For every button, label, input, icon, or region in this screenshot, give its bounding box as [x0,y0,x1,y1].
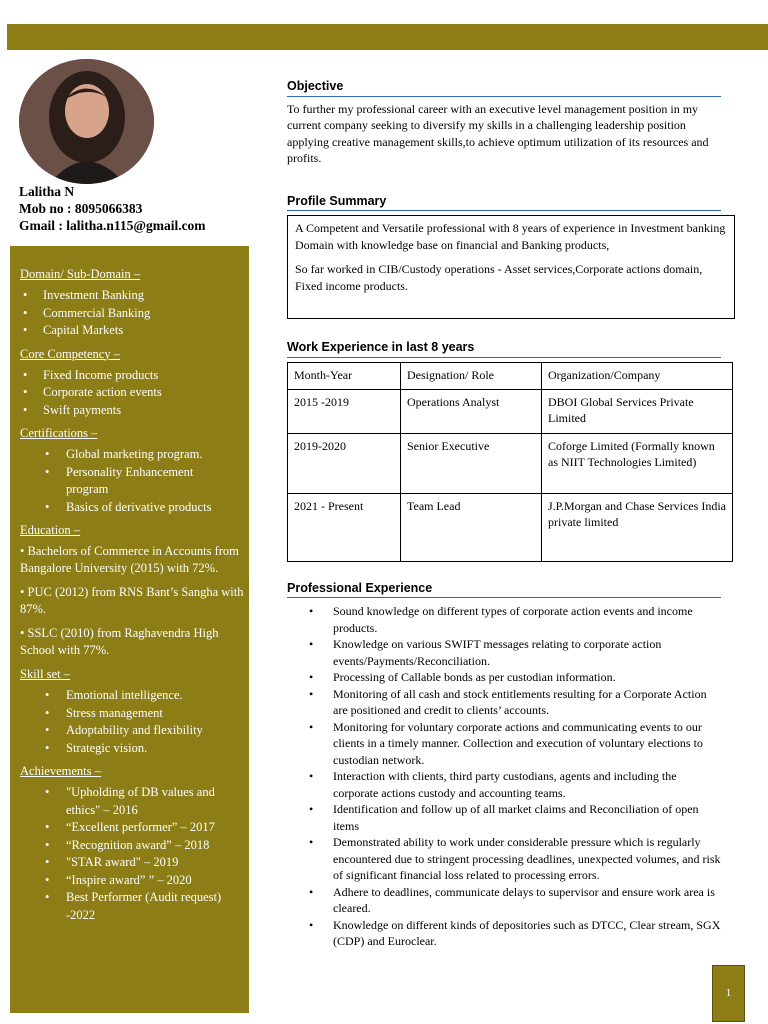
list-item: • Global marketing program. [20,446,246,464]
sidebar [10,246,249,1013]
table-cell: 2019-2020 [288,433,401,493]
list-item: • Personality Enhancement program [20,464,216,499]
list-item: • "Upholding of DB values and ethics" – 2016 [20,784,236,819]
list-item: • Processing of Callable bonds as per custodian information. [287,669,723,686]
table-row [288,433,733,493]
skill-set-heading: Skill set – [20,667,71,681]
list-item: • "STAR award" – 2019 [20,854,246,872]
header-bar [7,24,768,50]
education-item: • SSLC (2010) from Raghavendra High School with 77%. [20,626,219,657]
list-item: • Swift payments [20,402,246,420]
core-competency-list [20,367,246,420]
table-header-cell: Organization/Company [542,362,733,389]
list-item: • Knowledge on various SWIFT messages relating to corporate action events/Payments/Reconciliation. [287,636,723,669]
table-header-cell: Month-Year [288,362,401,389]
skill-set-list [20,687,246,757]
work-experience-heading: Work Experience in last 8 years [287,339,721,358]
list-item: • Adhere to deadlines, communicate delays to supervisor and ensure work area is cleared. [287,884,723,917]
profile-photo [19,59,154,184]
list-item: • Corporate action events [20,384,246,402]
list-item: • “Inspire award” ” – 2020 [20,872,246,890]
table-cell: Senior Executive [401,433,542,493]
list-item: • Demonstrated ability to work under considerable pressure which is regularly encountered due to stringent processing deadlines, unexpected volumes, and risk of significant financial loss related to processing errors. [287,834,723,884]
core-competency-heading: Core Competency – [20,346,120,361]
list-item: • Strategic vision. [20,740,246,758]
list-item: • Monitoring for voluntary corporate actions and communicating events to our clients in a timely manner. Collection and execution of voluntary elections to custodian network. [287,719,723,769]
list-item: • Identification and follow up of all market claims and Reconciliation of open items [287,801,723,834]
page-number-box [712,965,745,1022]
professional-experience-list [287,603,735,950]
profile-summary-box [287,215,735,319]
profile-summary-paragraph: A Competent and Versatile professional with 8 years of experience in Investment banking Domain with knowledge base on financial and Banking products, [295,221,726,252]
list-item: • Interaction with clients, third party custodians, agents and including the corporate actions custody and accounting teams. [287,768,723,801]
list-item: • Monitoring of all cash and stock entitlements resulting for a Corporate Action are positioned and credit to clients’ accounts. [287,686,723,719]
list-item: • Commercial Banking [20,305,246,323]
page-number: 1 [725,987,732,999]
table-row [288,493,733,561]
table-cell: Coforge Limited (Formally known as NIIT Technologies Limited) [542,433,733,493]
domain-list [20,287,246,340]
objective-heading: Objective [287,78,721,97]
list-item: • Sound knowledge on different types of corporate action events and income products. [287,603,723,636]
list-item: • Capital Markets [20,322,246,340]
education-item: • PUC (2012) from RNS Bant’s Sangha with 87%. [20,585,244,616]
table-cell: Operations Analyst [401,389,542,433]
work-experience-table [287,362,733,562]
main-content [287,78,735,950]
profile-photo-graphic [19,59,154,184]
contact-block [19,183,206,234]
table-cell: J.P.Morgan and Chase Services India private limited [542,493,733,561]
list-item: • “Excellent performer” – 2017 [20,819,246,837]
list-item: • Emotional intelligence. [20,687,246,705]
list-item: • Fixed Income products [20,367,246,385]
list-item: • Investment Banking [20,287,246,305]
profile-summary-paragraph: So far worked in CIB/Custody operations - Asset services,Corporate actions domain, Fixed income products. [295,262,703,293]
domain-heading: Domain/ Sub-Domain – [20,267,141,281]
list-item: • Adoptability and flexibility [20,722,246,740]
achievements-heading: Achievements – [20,764,101,778]
table-cell: 2015 -2019 [288,389,401,433]
certifications-list [20,446,246,516]
profile-summary-heading: Profile Summary [287,193,721,212]
table-cell: 2021 - Present [288,493,401,561]
candidate-name: Lalitha N [19,184,75,199]
education-heading: Education – [20,523,81,537]
list-item: • Best Performer (Audit request) -2022 [20,889,236,924]
education-item: • Bachelors of Commerce in Accounts from Bangalore University (2015) with 72%. [20,544,239,575]
certifications-heading: Certifications – [20,426,98,440]
mobile-number: Mob no : 8095066383 [19,201,143,216]
achievements-list [20,784,246,924]
table-header-row [288,362,733,389]
professional-experience-heading: Professional Experience [287,580,721,599]
list-item: • Basics of derivative products [20,499,246,517]
email-address: Gmail : lalitha.n115@gmail.com [19,218,206,233]
table-cell: Team Lead [401,493,542,561]
table-header-cell: Designation/ Role [401,362,542,389]
table-cell: DBOI Global Services Private Limited [542,389,733,433]
list-item: • Knowledge on different kinds of depositories such as DTCC, Clear stream, SGX (CDP) and Euroclear. [287,917,723,950]
list-item: • Stress management [20,705,246,723]
list-item: • “Recognition award” – 2018 [20,837,246,855]
objective-text: To further my professional career with an executive level management position in my current company seeking to diversify my skills in a challenging leadership position applying creative management skills,to achieve optimum utilization of its resources and profits. [287,101,709,165]
table-row [288,389,733,433]
